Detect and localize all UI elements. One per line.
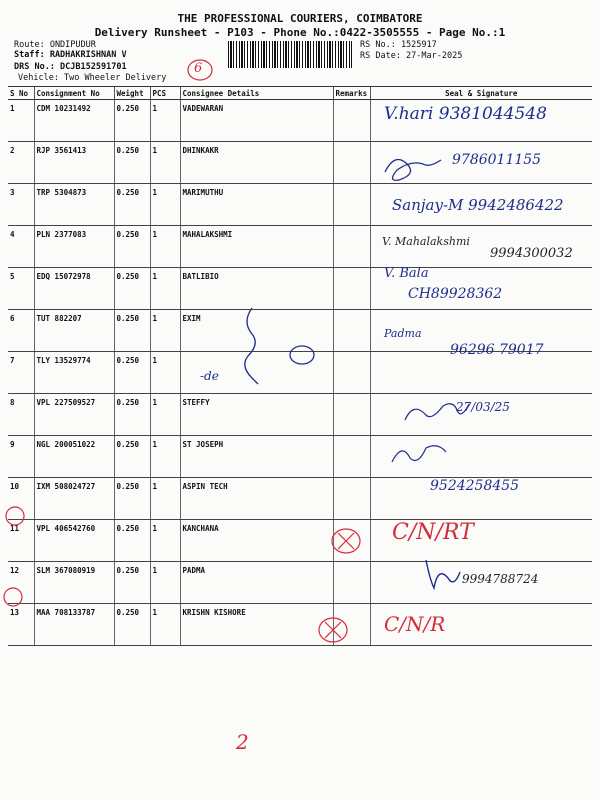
cell-consignee: BATLIBIO — [180, 268, 333, 310]
cell-sno: 6 — [8, 310, 34, 352]
hw-row7-padma: Padma — [384, 327, 422, 340]
cell-consignee: STEFFY — [180, 394, 333, 436]
cell-sno: 10 — [8, 478, 34, 520]
hw-row5-name: V. Bala — [384, 266, 429, 281]
cell-weight: 0.250 — [114, 436, 150, 478]
route-label: Route: ONDIPUDUR — [14, 40, 96, 50]
hw-row2-phone: 9786011155 — [452, 152, 542, 168]
cell-pcs: 1 — [150, 310, 180, 352]
cell-pcs: 1 — [150, 394, 180, 436]
brace-mark — [245, 308, 258, 384]
cell-consignment: PLN 2377083 — [34, 226, 114, 268]
signature-scribble — [392, 446, 446, 462]
vehicle-label: Vehicle: Two Wheeler Delivery — [18, 73, 167, 83]
cell-pcs: 1 — [150, 226, 180, 268]
company-title: THE PROFESSIONAL COURIERS, COIMBATORE — [177, 12, 423, 25]
cell-consignment: RJP 3561413 — [34, 142, 114, 184]
cell-consignment: MAA 708133787 — [34, 604, 114, 646]
cell-sno: 9 — [8, 436, 34, 478]
hw-row7-mark: -de — [200, 369, 219, 383]
cell-sno: 13 — [8, 604, 34, 646]
runsheet-subtitle: Delivery Runsheet - P103 - Phone No.:0422-3505555 - Page No.:1 — [94, 26, 506, 39]
circle-mark — [6, 507, 24, 525]
signature-scribble — [385, 160, 441, 181]
col-header-pcs: PCS — [150, 87, 180, 100]
cell-pcs: 1 — [150, 562, 180, 604]
signature-scribble — [426, 560, 460, 588]
cell-consignee: MAHALAKSHMI — [180, 226, 333, 268]
cell-consignment: TLY 13529774 — [34, 352, 114, 394]
col-header-signature: Seal & Signature — [370, 87, 592, 100]
cell-weight: 0.250 — [114, 520, 150, 562]
hw-row10-phone: 9524258455 — [430, 478, 520, 494]
col-header-weight: Weight — [114, 87, 150, 100]
cell-weight: 0.250 — [114, 142, 150, 184]
cell-consignee: ASPIN TECH — [180, 478, 333, 520]
hw-page-mark: 2 — [236, 730, 249, 754]
cell-sno: 7 — [8, 352, 34, 394]
hw-row12-phone: 9994788724 — [462, 572, 539, 586]
cell-consignee: DHINKAKR — [180, 142, 333, 184]
cell-consignment: CDM 10231492 — [34, 100, 114, 142]
cell-consignment: IXM 508024727 — [34, 478, 114, 520]
cell-pcs: 1 — [150, 352, 180, 394]
cell-sno: 1 — [8, 100, 34, 142]
cell-consignment: VPL 227509527 — [34, 394, 114, 436]
cell-sno: 8 — [8, 394, 34, 436]
cell-consignment: TRP 5304873 — [34, 184, 114, 226]
col-header-consignee: Consignee Details — [180, 87, 333, 100]
cell-weight: 0.250 — [114, 226, 150, 268]
cell-weight: 0.250 — [114, 478, 150, 520]
cell-consignee: EXIM — [180, 310, 333, 352]
cell-consignee: VADEWARAN — [180, 100, 333, 142]
hw-row11-note: C/N/RT — [392, 520, 474, 545]
col-header-consignment: Consignment No — [34, 87, 114, 100]
cell-weight: 0.250 — [114, 268, 150, 310]
cell-consignment: SLM 367080919 — [34, 562, 114, 604]
hw-row4-name: V. Mahalakshmi — [382, 235, 470, 248]
cell-pcs: 1 — [150, 436, 180, 478]
cell-weight: 0.250 — [114, 100, 150, 142]
hw-row7-phone: 96296 79017 — [450, 342, 544, 358]
cell-consignee: KANCHANA — [180, 520, 333, 562]
cell-consignment: NGL 200051022 — [34, 436, 114, 478]
col-header-sno: S No — [8, 87, 34, 100]
cell-sno: 12 — [8, 562, 34, 604]
cell-consignee: KRISHN KISHORE — [180, 604, 333, 646]
col-header-remarks: Remarks — [333, 87, 370, 100]
hw-row13-note: C/N/R — [384, 612, 446, 636]
hw-row3-signature: Sanjay-M 9942486422 — [392, 196, 564, 214]
cell-weight: 0.250 — [114, 394, 150, 436]
cell-sno: 3 — [8, 184, 34, 226]
hw-count: 6 — [194, 61, 203, 76]
cell-pcs: 1 — [150, 184, 180, 226]
cell-weight: 0.250 — [114, 604, 150, 646]
cell-sno: 5 — [8, 268, 34, 310]
cell-weight: 0.250 — [114, 352, 150, 394]
staff-label: Staff: RADHAKRISHNAN V — [14, 50, 127, 60]
circle-mark — [4, 588, 22, 606]
drs-number: DRS No.: DCJB152591701 — [14, 62, 127, 72]
cell-sno: 11 — [8, 520, 34, 562]
rs-date: RS Date: 27-Mar-2025 — [360, 51, 463, 61]
hw-row5-phone: CH89928362 — [408, 286, 503, 302]
cross-mark — [325, 622, 341, 638]
cell-pcs: 1 — [150, 478, 180, 520]
cell-consignment: VPL 406542760 — [34, 520, 114, 562]
cell-consignee: PADMA — [180, 562, 333, 604]
cell-sno: 2 — [8, 142, 34, 184]
cell-weight: 0.250 — [114, 562, 150, 604]
cell-consignee: ST JOSEPH — [180, 436, 333, 478]
cell-pcs: 1 — [150, 604, 180, 646]
hw-row9-date: 27/03/25 — [456, 400, 510, 414]
hw-row1-signature: V.hari 9381044548 — [384, 104, 547, 124]
cell-sno: 4 — [8, 226, 34, 268]
circle-mark — [290, 346, 314, 364]
rs-number: RS No.: 1525917 — [360, 40, 437, 50]
cell-pcs: 1 — [150, 520, 180, 562]
cell-consignee: MARIMUTHU — [180, 184, 333, 226]
hw-row4-phone: 9994300032 — [490, 246, 573, 261]
cell-pcs: 1 — [150, 268, 180, 310]
cell-consignment: TUT 882207 — [34, 310, 114, 352]
cell-pcs: 1 — [150, 100, 180, 142]
cross-mark — [338, 533, 354, 549]
cell-weight: 0.250 — [114, 184, 150, 226]
cell-pcs: 1 — [150, 142, 180, 184]
cell-weight: 0.250 — [114, 310, 150, 352]
cell-consignment: EDQ 15072978 — [34, 268, 114, 310]
